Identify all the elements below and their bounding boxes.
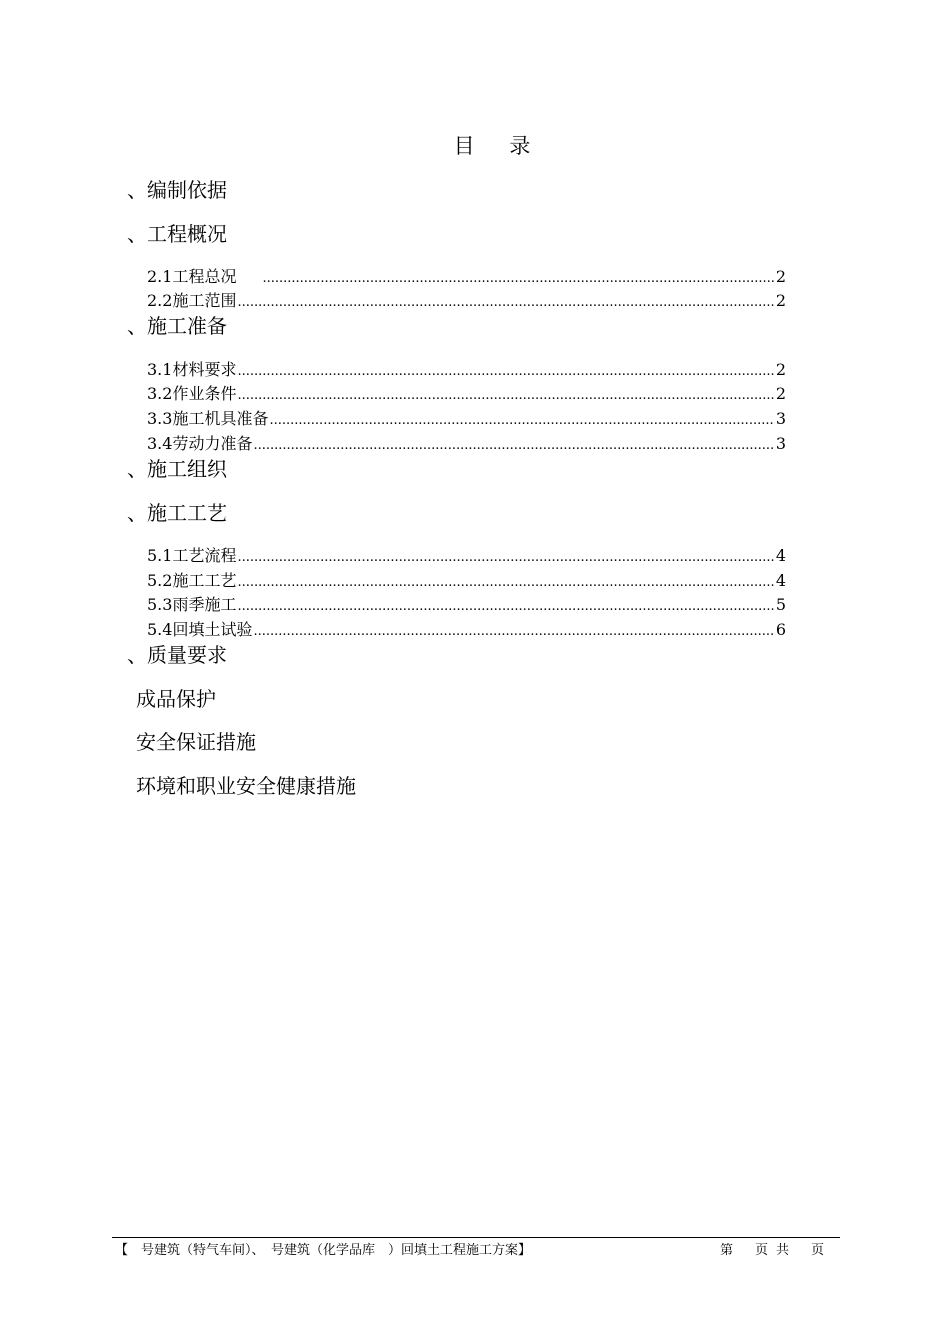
toc-entry-2-2 <box>147 290 786 312</box>
toc-entry-number: 5.2 <box>147 571 173 590</box>
toc-dot-leader <box>269 408 774 432</box>
toc-entry-number: 3.3 <box>147 409 173 428</box>
toc-dot-leader <box>253 433 774 457</box>
toc-entry-page: 2 <box>775 267 786 286</box>
toc-section-7: 成品保护 <box>136 687 216 711</box>
toc-entry-number: 3.2 <box>147 384 173 403</box>
footer-page-counter <box>720 1241 824 1261</box>
toc-entry-number: 3.1 <box>147 360 173 379</box>
toc-section-6: 、质量要求 <box>127 643 227 667</box>
toc-entry-label: 作业条件 <box>172 384 237 403</box>
toc-entry-page: 6 <box>775 620 786 639</box>
toc-entry-number: 5.4 <box>147 620 173 639</box>
toc-section-1: 、编制依据 <box>127 178 227 202</box>
toc-entry-page: 4 <box>775 571 786 590</box>
toc-section-8: 安全保证措施 <box>136 730 256 754</box>
toc-entry-label: 工艺流程 <box>172 546 237 565</box>
toc-entry-5-3 <box>147 594 786 616</box>
footer-page-suffix: 页 <box>811 1243 825 1258</box>
toc-entry-5-4 <box>147 619 786 641</box>
toc-entry-label: 雨季施工 <box>172 595 237 614</box>
toc-entry-page: 4 <box>775 546 786 565</box>
toc-dot-leader <box>253 619 774 643</box>
footer-page-label: 第 <box>720 1243 734 1258</box>
toc-section-4: 、施工组织 <box>127 457 227 481</box>
toc-entry-2-1 <box>147 266 786 288</box>
toc-entry-label: 劳动力准备 <box>172 434 253 453</box>
toc-entry-3-4 <box>147 433 786 455</box>
toc-entry-number: 3.4 <box>147 434 173 453</box>
toc-entry-page: 3 <box>775 409 786 428</box>
toc-entry-page: 2 <box>775 360 786 379</box>
toc-entry-number: 5.3 <box>147 595 173 614</box>
toc-entry-number: 5.1 <box>147 546 173 565</box>
toc-entry-label: 施工范围 <box>172 291 237 310</box>
toc-dot-leader <box>237 383 774 407</box>
toc-entry-3-3 <box>147 408 786 430</box>
toc-entry-label: 材料要求 <box>172 360 237 379</box>
toc-section-5: 、施工工艺 <box>127 501 227 525</box>
toc-entry-page: 5 <box>775 595 786 614</box>
toc-entry-label: 施工工艺 <box>172 571 237 590</box>
toc-entry-label: 施工机具准备 <box>172 409 269 428</box>
toc-section-3: 、施工准备 <box>127 314 227 338</box>
toc-section-9: 环境和职业安全健康措施 <box>136 774 356 798</box>
toc-section-2: 、工程概况 <box>127 222 227 246</box>
footer-divider <box>112 1237 840 1238</box>
toc-entry-page: 3 <box>775 434 786 453</box>
toc-entry-label: 工程总况 <box>172 267 237 286</box>
toc-entry-page: 2 <box>775 384 786 403</box>
toc-dot-leader <box>237 545 774 569</box>
toc-entry-3-2 <box>147 383 786 405</box>
toc-entry-label: 回填土试验 <box>172 620 253 639</box>
footer-total-label: 页共 <box>755 1243 798 1258</box>
toc-entry-number: 2.1 <box>147 267 173 286</box>
toc-entry-5-1 <box>147 545 786 567</box>
toc-entry-page: 2 <box>775 291 786 310</box>
toc-dot-leader <box>237 594 774 618</box>
toc-dot-leader <box>237 570 774 594</box>
toc-dot-leader <box>237 290 774 314</box>
toc-entry-3-1 <box>147 359 786 381</box>
toc-entry-number: 2.2 <box>147 291 173 310</box>
toc-dot-leader <box>262 266 774 290</box>
toc-entry-5-2 <box>147 570 786 592</box>
toc-title: 目 录 <box>453 134 545 158</box>
footer-document-title: 【 号建筑（特气车间）、 号建筑（化学品库 ）回填土工程施工方案】 <box>115 1243 532 1258</box>
toc-dot-leader <box>237 359 774 383</box>
